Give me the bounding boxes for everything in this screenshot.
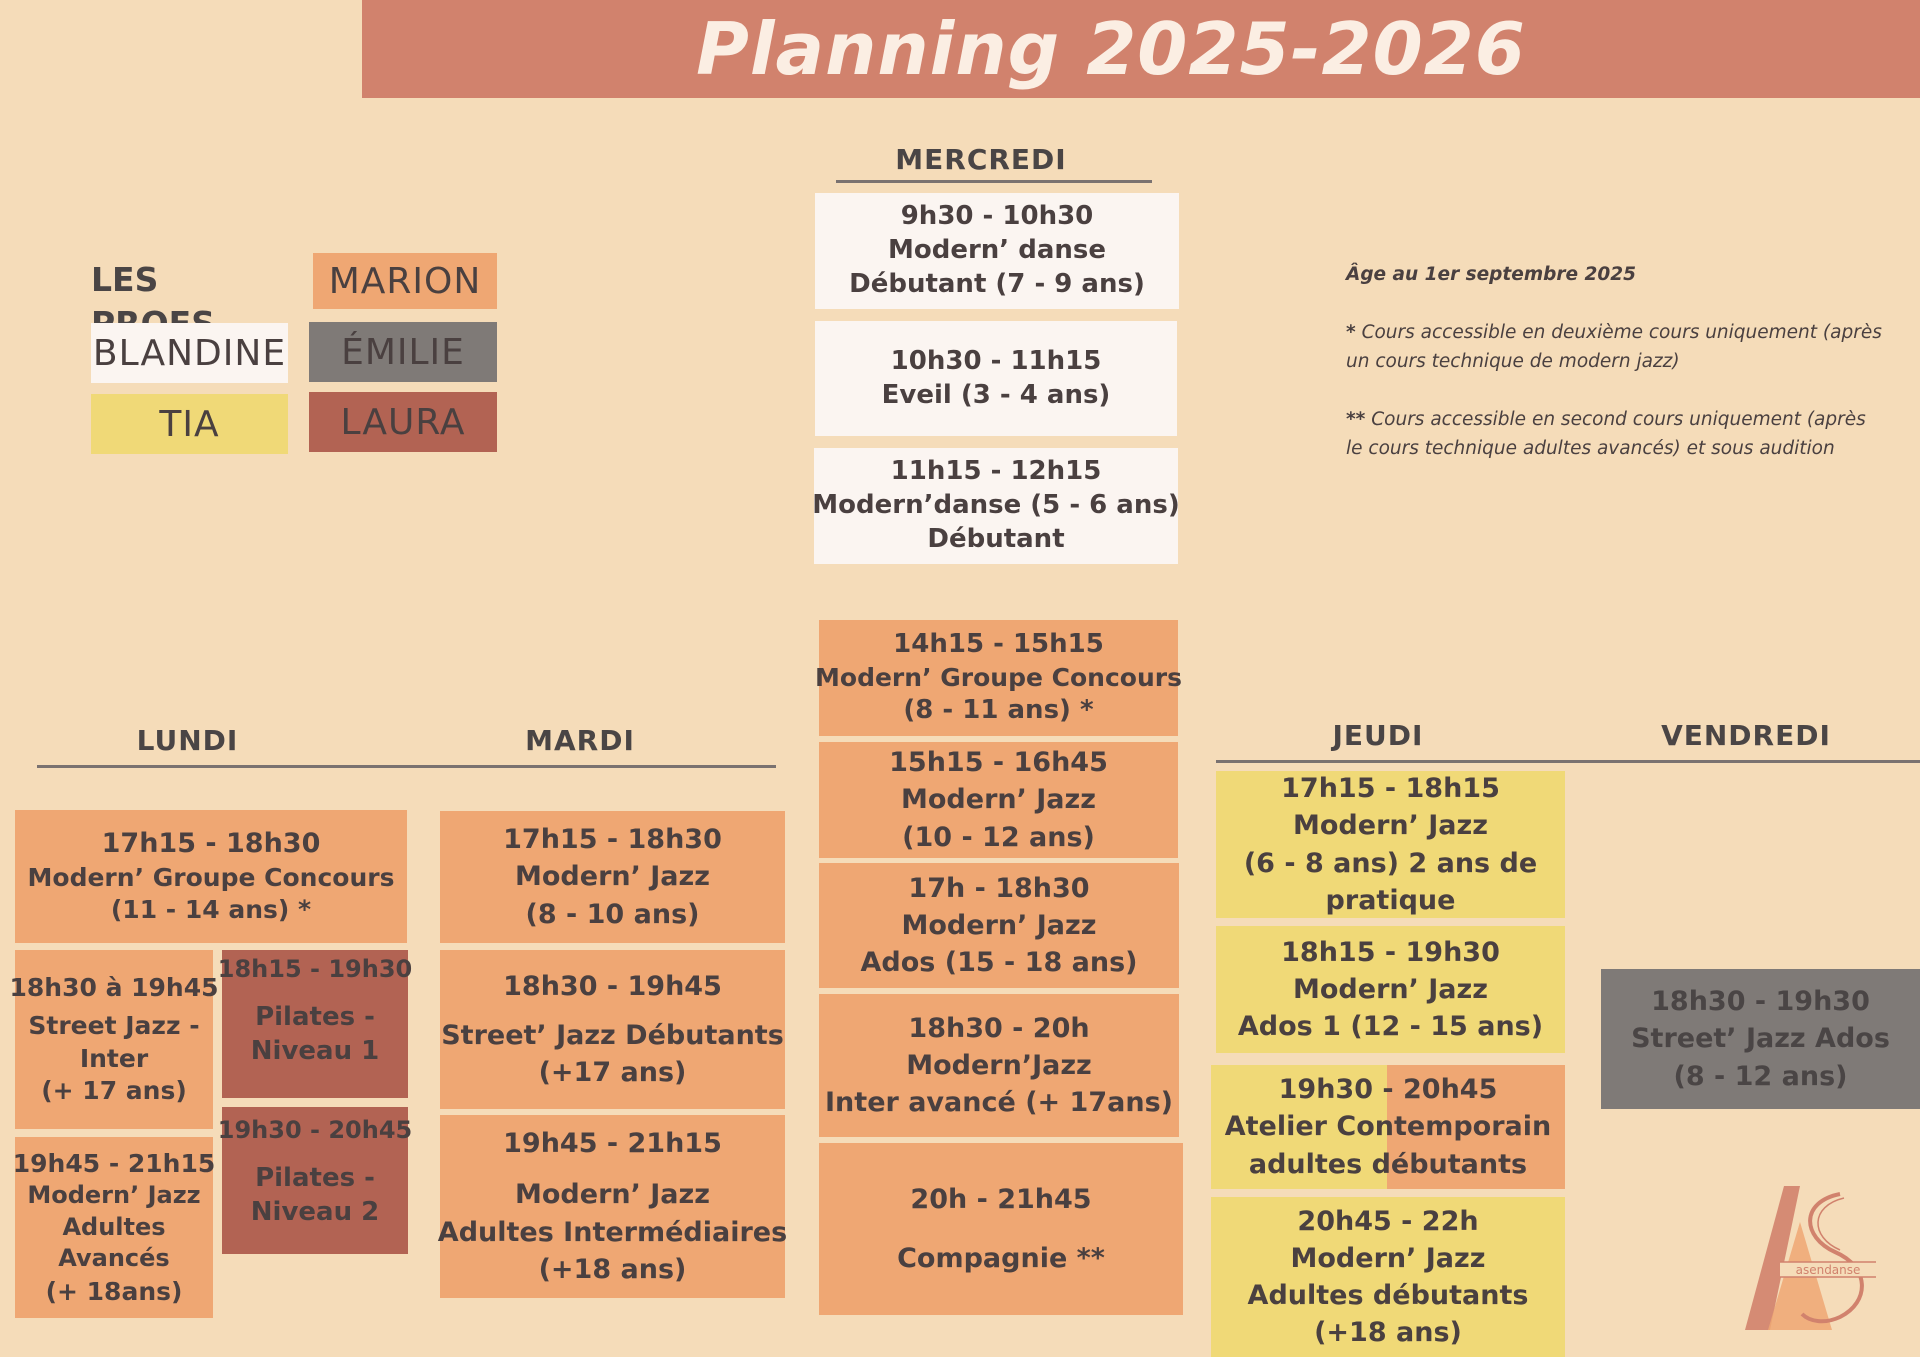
day-vendredi: VENDREDI [1661,719,1831,752]
course-jeudi-1: 17h15 - 18h15 Modern’ Jazz (6 - 8 ans) 2 ans de pratique [1216,771,1565,918]
course-mardi-3: 19h45 - 21h15 Modern’ Jazz Adultes Intermédiaires (+18 ans) [440,1115,785,1298]
prof-marion: MARION [313,253,497,309]
asendanse-logo [1740,1182,1900,1332]
course-mardi-1: 17h15 - 18h30 Modern’ Jazz (8 - 10 ans) [440,811,785,943]
course-jeudi-3: 19h30 - 20h45 Atelier Contemporain adultes débutants [1224,1074,1552,1180]
course-mercredi-3: 11h15 - 12h15 Modern’danse (5 - 6 ans) Débutant [814,448,1178,564]
note-star2-cont: le cours technique adultes avancés) et sous audition [1346,438,1835,459]
course-mercredi-7: 18h30 - 20h Modern’Jazz Inter avancé (+ 17ans) [819,994,1179,1137]
age-note: Âge au 1er septembre 2025 [1346,264,1636,285]
course-lundi-pilates-2: 19h30 - 20h45 Pilates - Niveau 2 [222,1107,408,1254]
course-mercredi-5: 15h15 - 16h45 Modern’ Jazz (10 - 12 ans) [819,742,1178,858]
day-mardi: MARDI [525,724,635,757]
course-mercredi-6: 17h - 18h30 Modern’ Jazz Ados (15 - 18 ans) [819,863,1179,988]
rule-jeudi-vendredi [1216,760,1920,763]
rule-lundi-mardi [37,765,776,768]
course-lundi-1: 17h15 - 18h30 Modern’ Groupe Concours (11 - 14 ans) * [15,810,407,943]
page-title: Planning 2025-2026 [696,7,1526,91]
course-lundi-pilates-1: 18h15 - 19h30 Pilates - Niveau 1 [222,950,408,1098]
prof-laura: LAURA [309,392,497,452]
course-jeudi-4: 20h45 - 22h Modern’ Jazz Adultes débutants (+18 ans) [1211,1197,1565,1357]
course-jeudi-2: 18h15 - 19h30 Modern’ Jazz Ados 1 (12 - 15 ans) [1216,926,1565,1053]
prof-blandine: BLANDINE [91,323,288,383]
day-lundi: LUNDI [136,724,239,757]
course-mercredi-8: 20h - 21h45 Compagnie ** [819,1143,1183,1315]
note-star2: ** Cours accessible en second cours uniquement (après [1346,409,1866,430]
prof-emilie: ÉMILIE [309,322,497,382]
course-vendredi-1: 18h30 - 19h30 Street’ Jazz Ados (8 - 12 ans) [1601,969,1920,1109]
course-mercredi-4: 14h15 - 15h15 Modern’ Groupe Concours (8 - 11 ans) * [819,620,1178,736]
prof-tia: TIA [91,394,288,454]
course-mercredi-1: 9h30 - 10h30 Modern’ danse Débutant (7 - 9 ans) [815,193,1179,309]
rule-mercredi [836,180,1152,183]
day-mercredi: MERCREDI [895,143,1067,176]
profs-label: LES [91,260,159,299]
course-mercredi-2: 10h30 - 11h15 Eveil (3 - 4 ans) [815,321,1177,436]
note-star1: * Cours accessible en deuxième cours uniquement (après [1346,322,1882,343]
course-lundi-2: 18h30 à 19h45 Street Jazz - Inter (+ 17 ans) [15,950,213,1129]
notes [1346,260,1906,463]
note-star1-cont: un cours technique de modern jazz) [1346,351,1680,372]
course-lundi-3: 19h45 - 21h15 Modern’ Jazz Adultes Avancés (+ 18ans) [15,1137,213,1318]
logo-text: asendanse [1795,1263,1861,1277]
day-jeudi: JEUDI [1332,719,1424,752]
course-mardi-2: 18h30 - 19h45 Street’ Jazz Débutants (+17 ans) [440,950,785,1109]
